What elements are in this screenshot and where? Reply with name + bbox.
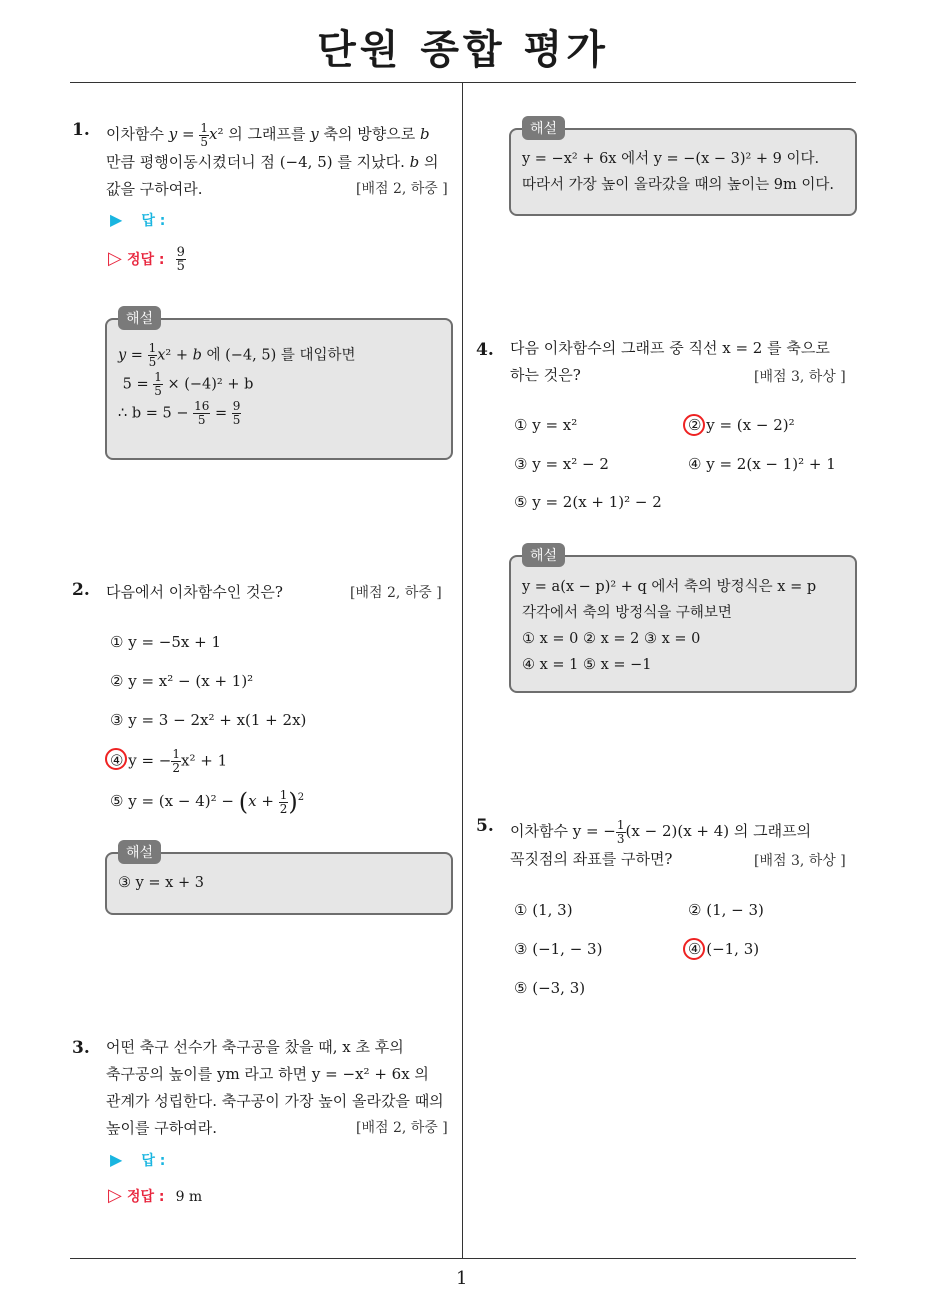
bottom-rule [70,1258,856,1259]
question-4-option-2[interactable]: ② y = (x − 2)² [688,416,795,434]
question-4-explanation: y = a(x − p)² + q 에서 축의 방정식은 x = p 각각에서 축의 방정식을 구해보면 ① x = 0 ② x = 2 ③ x = 0 ④ x = 1 ⑤ x = −1 [522,579,817,673]
question-2-number: 2. [72,580,90,600]
play-arrow-icon: ▶ [110,1150,123,1169]
selected-answer-circle [683,938,705,960]
explanation-tag: 해설 [522,116,565,140]
question-2-option-2[interactable]: ② y = x² − (x + 1)² [110,672,254,690]
question-5-option-4[interactable]: ④ (−1, 3) [688,940,760,958]
question-4-option-5[interactable]: ⑤ y = 2(x + 1)² − 2 [514,493,662,511]
question-4-number: 4. [476,340,494,360]
correct-label: 정답 : [126,252,165,268]
question-4-score: [배점 3, 하상 ] [754,369,846,385]
question-2-score: [배점 2, 하중 ] [350,585,442,601]
question-3-number: 3. [72,1038,90,1058]
selected-answer-circle [105,748,127,770]
page-number: 1 [456,1268,468,1289]
page-title: 단원 종합 평가 [317,27,609,73]
question-5-number: 5. [476,816,494,836]
question-5-option-1[interactable]: ① (1, 3) [514,901,573,919]
question-1-correct-row [108,246,186,273]
question-3-correct-value: 9 m [175,1189,203,1205]
question-2-text: 다음에서 이차함수인 것은? [106,583,283,601]
question-1-number: 1. [72,120,90,140]
question-5-text: 이차함수 y = − $\frac{1}{3}$ (x − 2)(x + 4) 의 그래프의 꼭짓점의 좌표를 구하면? [510,817,812,868]
question-5-option-5[interactable]: ⑤ (−3, 3) [514,979,586,997]
explanation-tag: 해설 [522,543,565,567]
selected-answer-circle [683,414,705,436]
question-5-option-2[interactable]: ② (1, − 3) [688,901,764,919]
column-divider [462,83,463,1258]
question-2-option-4[interactable]: ④ y = − $\frac{1}{2}$ x² + 1 [110,747,228,775]
answer-label: 답 : [141,1153,166,1169]
correct-label: 정답 : [126,1189,165,1205]
question-3-correct-row [108,1185,202,1206]
outline-arrow-icon: ▷ [108,248,122,269]
question-2-explanation: ③ y = x + 3 [118,875,204,891]
question-4-option-3[interactable]: ③ y = x² − 2 [514,455,609,473]
answer-label: 답 : [141,213,166,229]
explanation-tag: 해설 [118,306,161,330]
question-3-explanation: y = −x² + 6x 에서 y = −(x − 3)² + 9 이다. 따라서 가장 높이 올라갔을 때의 높이는 9m 이다. [522,151,834,193]
question-2-option-1[interactable]: ① y = −5x + 1 [110,633,222,651]
question-3-score: [배점 2, 하중 ] [356,1120,448,1136]
question-4-option-4[interactable]: ④ y = 2(x − 1)² + 1 [688,455,836,473]
question-1-text: 이차함수 y = $\frac{1}{5}$ x² 의 그래프를 y 축의 방향으로 b 만큼 평행이동시켰더니 점 (−4, 5) 를 지났다. b 의 값을 구하여라. [106,120,439,198]
play-arrow-icon: ▶ [110,210,123,229]
question-1-score: [배점 2, 하중 ] [356,181,448,197]
question-4-option-1[interactable]: ① y = x² [514,416,578,434]
question-3-text: 어떤 축구 선수가 축구공을 찼을 때, x 초 후의 축구공의 높이를 ym 라고 하면 y = −x² + 6x 의 관계가 성립한다. 축구공이 가장 높이 올라갔을 때의 높이를 구하여라. [106,1038,444,1137]
question-1-answer-row [110,210,165,230]
question-2-option-5[interactable]: ⑤ y = (x − 4)² − (x + $\frac{1}{2}$ )$^2$ [110,787,305,816]
question-1-explanation: y = $\frac{1}{5}$ x² + b 에 (−4, 5) 를 대입하면 5 = $\frac{1}{5}$ × (−4)² + b ∴ b = 5 − $\frac{16}{5}$ = $\frac{9}{5}$ [118,341,356,427]
question-5-option-3[interactable]: ③ (−1, − 3) [514,940,603,958]
question-2-option-3[interactable]: ③ y = 3 − 2x² + x(1 + 2x) [110,711,307,729]
question-5-score: [배점 3, 하상 ] [754,853,846,869]
top-rule [70,82,856,83]
question-4-text: 다음 이차함수의 그래프 중 직선 x = 2 를 축으로 하는 것은? [510,339,830,384]
outline-arrow-icon: ▷ [108,1185,122,1206]
question-1-correct-value: $\frac{9}{5}$ [176,245,185,274]
question-3-answer-row [110,1150,165,1170]
explanation-tag: 해설 [118,840,161,864]
